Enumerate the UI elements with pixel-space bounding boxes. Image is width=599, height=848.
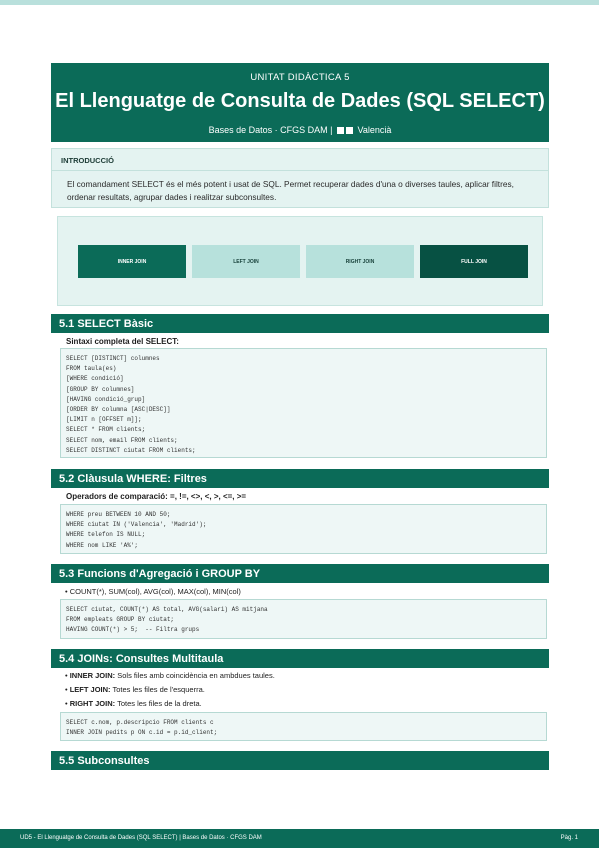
aggregate-functions-bullet: • COUNT(*), SUM(col), AVG(col), MAX(col), MIN(col)	[65, 587, 241, 596]
join-tile-right: RIGHT JOIN	[306, 245, 414, 278]
join-code-block: SELECT c.nom, p.descripcio FROM clients c INNER JOIN pedits p ON c.id = p.id_client;	[60, 712, 547, 741]
page-footer	[0, 829, 599, 848]
unit-label: UNITAT DIDÀCTICA 5	[250, 72, 350, 83]
bullet-term: LEFT JOIN:	[69, 685, 111, 694]
where-code-block: WHERE preu BETWEEN 10 AND 50; WHERE ciutat IN ('Valencia', 'Madrid'); WHERE telefon IS NULL; WHERE nom LIKE 'A%';	[60, 504, 547, 554]
subtitle-course: Bases de Datos · CFGS DAM |	[208, 125, 333, 135]
section-heading-subqueries: 5.5 Subconsultes	[51, 751, 549, 770]
bullet-term: RIGHT JOIN:	[69, 699, 116, 708]
bullet-term: INNER JOIN:	[69, 671, 116, 680]
join-tile-inner: INNER JOIN	[78, 245, 186, 278]
intro-box	[51, 148, 549, 208]
bullet-text: Totes les files de l'esquerra.	[110, 685, 205, 694]
section-heading-joins: 5.4 JOINs: Consultes Multitaula	[51, 649, 549, 668]
document-header	[51, 63, 549, 142]
section-heading-aggregation: 5.3 Funcions d'Agregació i GROUP BY	[51, 564, 549, 583]
header-subtitle	[51, 125, 549, 135]
list-item: • RIGHT JOIN: Totes les files de la dreta.	[65, 699, 202, 708]
join-types-panel	[57, 216, 543, 306]
page-title: El Llenguatge de Consulta de Dades (SQL SELECT)	[55, 90, 545, 112]
join-tile-left: LEFT JOIN	[192, 245, 300, 278]
list-item: • LEFT JOIN: Totes les files de l'esquerra.	[65, 685, 205, 694]
join-tile-full: FULL JOIN	[420, 245, 528, 278]
page-number: Pàg. 1	[560, 835, 578, 841]
list-item: • INNER JOIN: Sols files amb coincidència en ambdues taules.	[65, 671, 275, 680]
subtitle-language: Valencià	[357, 125, 392, 135]
top-strip	[0, 0, 599, 5]
where-operators-label: Operadors de comparació: =, !=, <>, <, >, <=, >=	[66, 492, 247, 501]
aggregation-code-block: SELECT ciutat, COUNT(*) AS total, AVG(salari) AS mitjana FROM empleats GROUP BY ciutat; HAVING COUNT(*) > 5; -- Filtra grups	[60, 599, 547, 639]
flag-icon	[337, 127, 353, 134]
footer-text: UD5 - El Llenguatge de Consulta de Dades (SQL SELECT) | Bases de Datos · CFGS DAM	[20, 835, 262, 841]
select-syntax-label: Sintaxi completa del SELECT:	[66, 337, 179, 346]
bullet-text: Totes les files de la dreta.	[115, 699, 202, 708]
select-code-block: SELECT [DISTINCT] columnes FROM taula(es) [WHERE condició] [GROUP BY columnes] [HAVING condició_grup] [ORDER BY columna [ASC|DESC]] [LIMIT n [OFFSET m]]; SELECT * FROM clients; SELECT nom, email FROM clients; SELECT DISTINCT ciutat FROM clients;	[60, 348, 547, 458]
intro-text: El comandament SELECT és el més potent i usat de SQL. Permet recuperar dades d'una o diverses taules, aplicar filtres, ordenar resultats, agrupar dades i realitzar subconsultes.	[67, 179, 514, 202]
intro-heading: INTRODUCCIÓ	[52, 149, 548, 171]
bullet-text: Sols files amb coincidència en ambdues taules.	[115, 671, 275, 680]
section-heading-where: 5.2 Clàusula WHERE: Filtres	[51, 469, 549, 488]
section-heading-select: 5.1 SELECT Bàsic	[51, 314, 549, 333]
